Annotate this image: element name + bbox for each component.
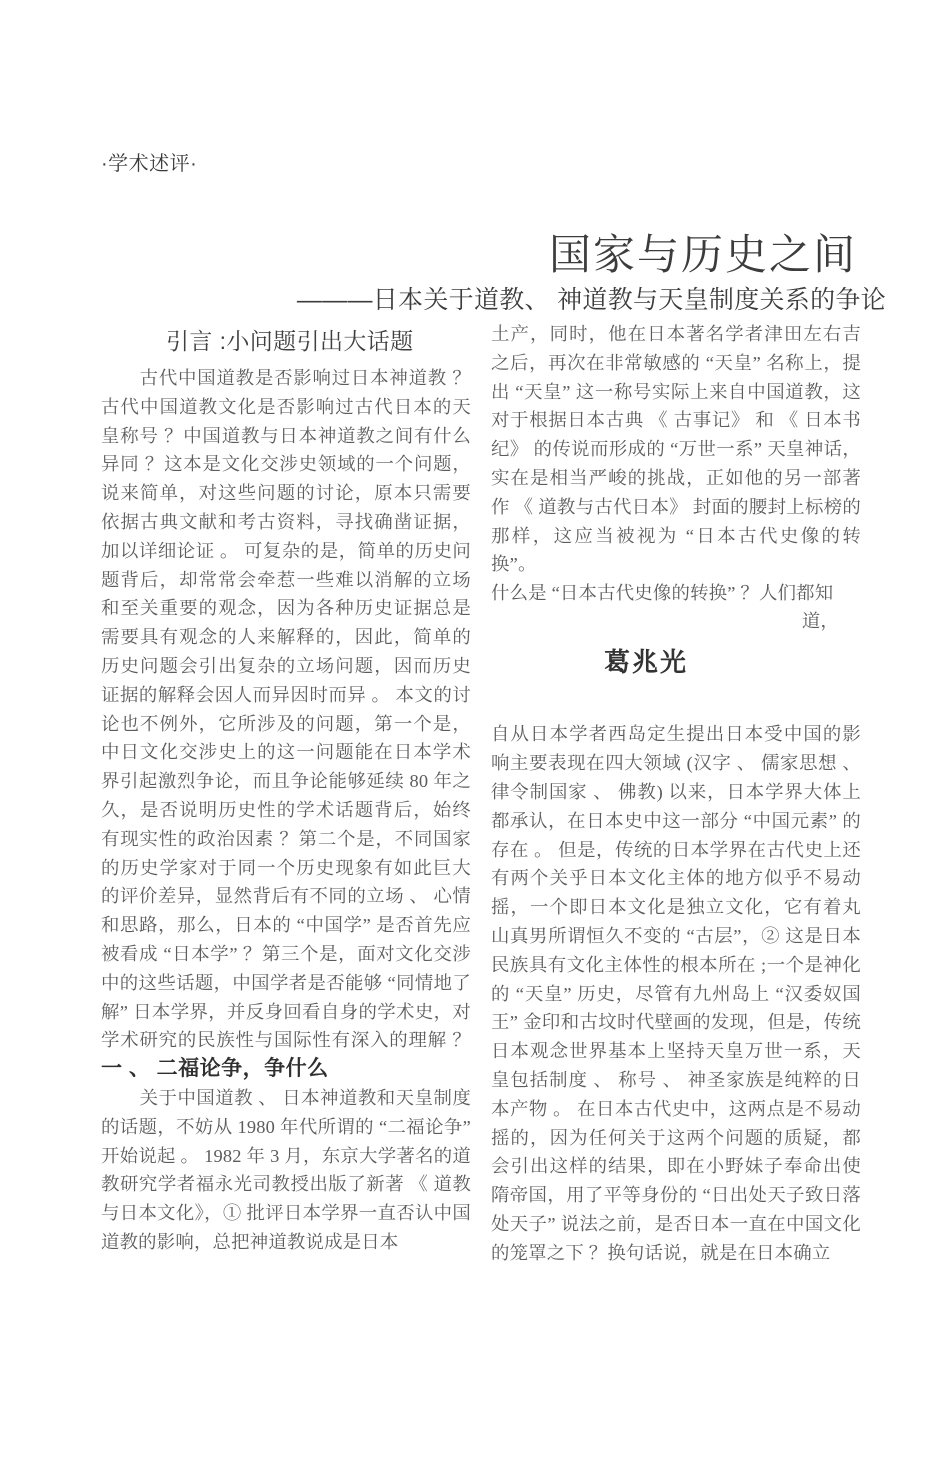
inline-section-heading: 一 、 二福论争，争什么 — [101, 1057, 329, 1081]
paragraph — [101, 364, 471, 1084]
hanging-text-fragment: 道， — [801, 610, 839, 631]
paragraph: 什么是 “日本古代史像的转换” ？人们都知 — [491, 583, 834, 604]
right-text-column — [491, 320, 861, 1268]
paragraph-text: 古代中国道教是否影响过日本神道教 ？古代中国道教文化是否影响过古代日本的天皇称号 ？中国道教与日本神道教之间有什么异同 ？这本是文化交涉史领域的一个问题，说来简单，对这些问题的讨论，原本只需要依据古典文献和考古资料，寻找确凿证据，加以详细论证 。 可复杂的是，简单的历史问题背后，却常常会牵惹一些难以消解的立场和至关重要的观念，因为各种历史证据总是需要具有观念的人来解释的，因此，简单的历史问题会引出复杂的立场问题，因而历史证据的解释会因人而异因时而异 。 本文的讨论也不例外，它所涉及的问题，第一个是，中日文化交涉史上的这一问题能在日本学术界引起激烈争论，而且争论能够延续 80 年之久，是否说明历史性的学术话题背后，始终有现实性的政治因素 ？第二个是，不同国家的历史学家对于同一个历史现象有如此巨大的评价差异，显然背后有不同的立场 、 心情和思路，那么，日本的 “中国学” 是否首先应被看成 “日本学” ？第三个是，面对文化交涉中的这些话题，中国学者是否能够 “同情地了解” 日本学界，并反身回看自身的学术史，对学术研究的民族性与国际性有深入的理解 ？ — [101, 368, 471, 1051]
paragraph: 土产，同时，他在日本著名学者津田左右吉之后，再次在非常敏感的 “天皇” 名称上，提出 “天皇” 这一称号实际上来自中国道教，这对于根据日本古典 《 古事记》 和 《 日本书纪》 的传说而形成的 “万世一系” 天皇神话，实在是相当严峻的挑战，正如他的另一部著作 《 道教与古代日本》 封面的腰封上标榜的那样，这应当被视为 “日本古代史像的转换”。 — [491, 324, 861, 575]
page-subtitle: ———日本关于道教、 神道教与天皇制度关系的争论 — [296, 286, 886, 315]
section-heading-introduction: 引言 :小问题引出大话题 — [166, 328, 414, 354]
left-text-column — [101, 364, 471, 1257]
paragraph: 关于中国道教 、 日本神道教和天皇制度的话题，不妨从 1980 年代所谓的 “二福论争” 开始说起 。 1982 年 3 月，东京大学著名的道教研究学者福永光司教授出版了新著 《 道教与日本文化》，① 批评日本学界一直否认中国道教的影响，总把神道教说成是日本 — [101, 1087, 471, 1252]
author-byline: 葛兆光 — [603, 646, 688, 677]
page-title: 国家与历史之间 — [548, 231, 857, 278]
running-head: ·学术述评· — [101, 153, 198, 175]
title-block — [0, 232, 886, 316]
paragraph: 自从日本学者西岛定生提出日本受中国的影响主要表现在四大领域 (汉字 、 儒家思想 、 律令制国家 、 佛教) 以来，日本学界大体上都承认，在日本史中这一部分 “中国元素” 的存在 。 但是，传统的日本学界在古代史上还有两个关乎日本文化主体的地方似乎不易动摇，一个即日本文化是独立文化，它有着丸山真男所谓恒久不变的 “古层”，② 这是日本民族具有文化主体性的根本所在 ;一个是神化的 “天皇” 历史，尽管有九州岛上 “汉委奴国王” 金印和古坟时代壁画的发现，但是，传统日本观念世界基本上坚持天皇万世一系，天皇包括制度 、 称号 、 神圣家族是纯粹的日本产物 。 在日本古代史中，这两点是不易动摇的，因为任何关于这两个问题的质疑，都会引出这样的结果，即在小野妹子奉命出使隋帝国，用了平等身份的 “日出处天子致日落处天子” 说法之前，是否日本一直在中国文化的笼罩之下 ？换句话说，就是在日本确立 — [491, 724, 861, 1263]
